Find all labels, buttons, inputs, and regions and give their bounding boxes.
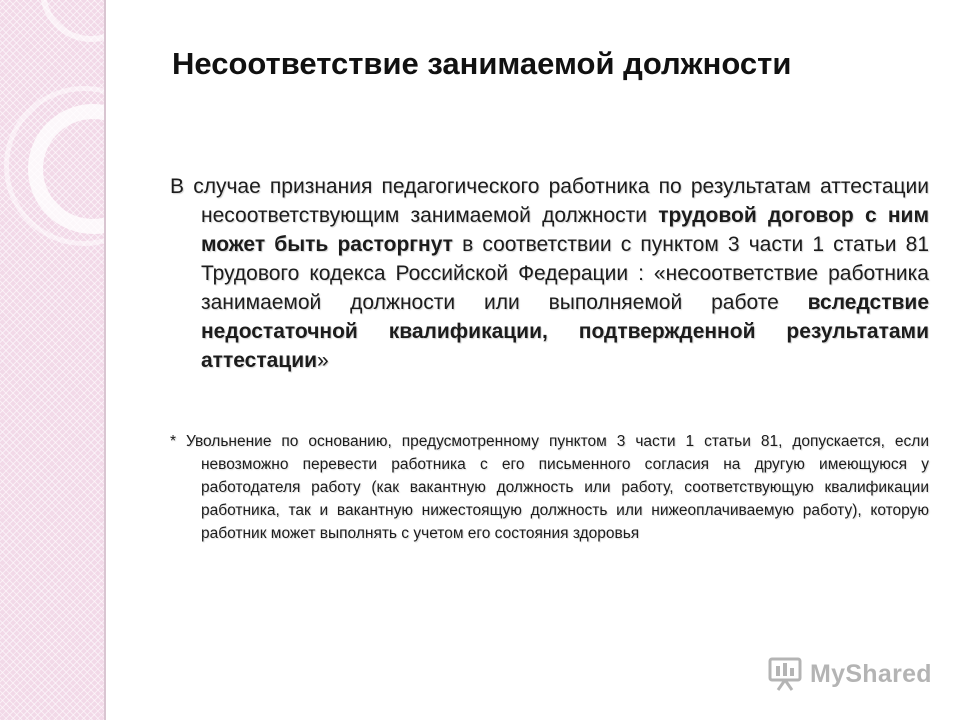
- main-paragraph: [170, 172, 929, 375]
- slide-title: Несоответствие занимаемой должности: [172, 46, 792, 81]
- main-text-part: »: [317, 349, 329, 372]
- main-text-bold: трудовой договор с ним может быть расторгнут: [201, 204, 930, 256]
- presentation-board-icon: [766, 656, 804, 692]
- decorative-left-band: [0, 0, 104, 720]
- watermark: [766, 656, 932, 692]
- band-divider: [104, 0, 106, 720]
- main-text-bold: вследствие недостаточной квалификации, подтвержденной результатами аттестации: [201, 291, 929, 372]
- decorative-ring: [40, 0, 104, 42]
- footnote: * Увольнение по основанию, предусмотренному пунктом 3 части 1 статьи 81, допускается, если невозможно перевести работника с его письменного согласия на другую имеющуюся у работодателя работу (как вакантную должность или работу, соответствующую квалификации работника, так и вакантную нижестоящую должность или нижеоплачиваемую работу), которую работник может выполнять с учетом его состояния здоровья: [170, 433, 929, 542]
- watermark-text: MyShared: [810, 659, 932, 688]
- main-text-part: в соответствии с пунктом 3 части 1 статьи 81 Трудового кодекса Российской Федерации : «несоответствие работника занимаемой должности или выполняемой работе: [201, 233, 929, 314]
- main-text-part: В случае признания педагогического работника по результатам аттестации несоответствующим занимаемой должности: [170, 175, 929, 227]
